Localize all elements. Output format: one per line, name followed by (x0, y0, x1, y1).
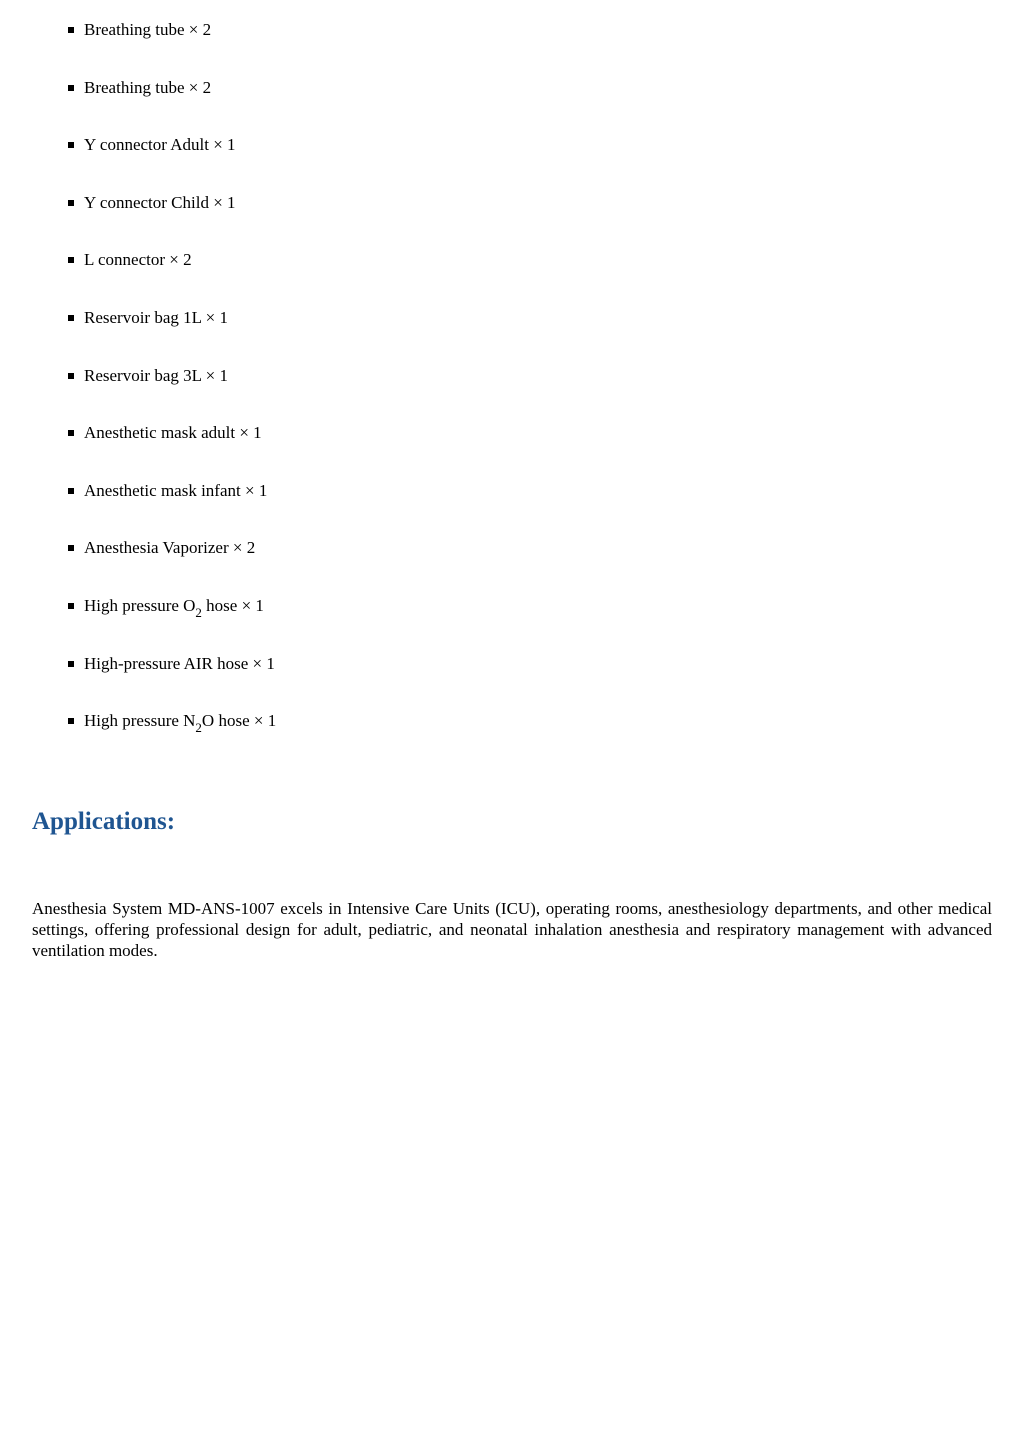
square-bullet-icon (68, 373, 74, 379)
square-bullet-icon (68, 200, 74, 206)
list-item (84, 480, 267, 502)
list-item-text: Anesthetic mask infant × 1 (84, 481, 268, 500)
list-item (84, 653, 275, 675)
square-bullet-icon (68, 85, 74, 91)
list-item (84, 537, 255, 559)
list-item (84, 595, 264, 620)
list-item (84, 307, 228, 329)
list-item (84, 422, 262, 444)
list-item (84, 19, 211, 41)
square-bullet-icon (68, 142, 74, 148)
list-item (84, 192, 236, 214)
text-part: O hose × 1 (201, 711, 277, 730)
square-bullet-icon (68, 257, 74, 263)
list-item (84, 710, 277, 735)
square-bullet-icon (68, 661, 74, 667)
text-part: High pressure N (84, 711, 196, 730)
list-item (84, 249, 192, 271)
subscript: 2 (195, 720, 202, 735)
list-item-text: Anesthesia Vaporizer × 2 (84, 538, 256, 557)
square-bullet-icon (68, 603, 74, 609)
list-item-text (84, 711, 277, 735)
square-bullet-icon (68, 718, 74, 724)
list-item-text: Breathing tube × 2 (84, 20, 212, 39)
list-item-text (84, 596, 264, 620)
list-item-text: Reservoir bag 3L × 1 (84, 366, 228, 385)
square-bullet-icon (68, 545, 74, 551)
list-item-text: Reservoir bag 1L × 1 (84, 308, 228, 327)
subscript: 2 (195, 605, 202, 620)
text-part: High pressure O (84, 596, 196, 615)
applications-heading: Applications: (32, 808, 176, 835)
square-bullet-icon (68, 315, 74, 321)
list-item-text: Y connector Child × 1 (84, 193, 236, 212)
text-part: hose × 1 (201, 596, 264, 615)
applications-paragraph: Anesthesia System MD-ANS-1007 excels in Intensive Care Units (ICU), operating rooms, anesthesiology departments, and other medical settings, offering professional design for adult, pediatric, and neonatal inhalation anesthesia and respiratory management with advanced ventilation modes. (32, 899, 992, 960)
list-item-text: High-pressure AIR hose × 1 (84, 654, 275, 673)
list-item-text: Breathing tube × 2 (84, 78, 212, 97)
list-item (84, 77, 211, 99)
list-item (84, 365, 228, 387)
list-item-text: Y connector Adult × 1 (84, 135, 236, 154)
list-item-text: L connector × 2 (84, 250, 192, 269)
square-bullet-icon (68, 488, 74, 494)
list-item-text: Anesthetic mask adult × 1 (84, 423, 262, 442)
square-bullet-icon (68, 430, 74, 436)
square-bullet-icon (68, 27, 74, 33)
list-item (84, 134, 236, 156)
